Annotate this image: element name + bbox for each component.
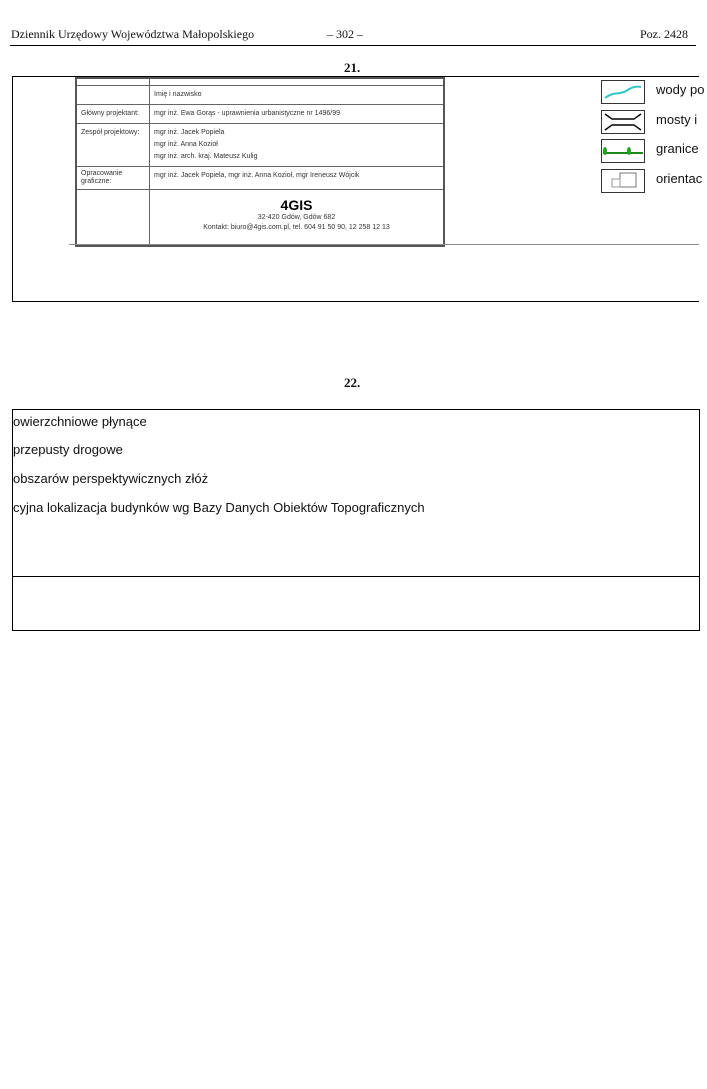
water-line-icon	[601, 80, 645, 104]
section-21-number: 21.	[344, 60, 361, 75]
legend-text-line: obszarów perspektywicznych złóż	[13, 471, 209, 486]
panel-divider	[13, 576, 699, 577]
table-row	[76, 105, 444, 124]
frame-rule	[69, 244, 699, 245]
table-header-cell: Imię i nazwisko	[150, 86, 445, 105]
journal-title: Dziennik Urzędowy Województwa Małopolskiego	[11, 27, 255, 41]
row-value: mgr inż. Jacek Popiela	[154, 129, 225, 136]
bridge-icon	[601, 110, 645, 134]
row-value: mgr inż. Ewa Gorąs - uprawnienia urbanistyczne nr 1496/99	[150, 105, 445, 124]
table-cell	[76, 86, 150, 105]
section-22-number: 22.	[344, 375, 361, 390]
position-number: Poz. 2428	[640, 27, 688, 41]
company-address: 32-420 Gdów, Gdów 682	[257, 214, 336, 221]
building-outline-icon	[601, 169, 645, 193]
map-panel-21	[12, 76, 705, 302]
row-value: mgr inż. arch. kraj. Mateusz Kulig	[154, 153, 258, 160]
legend-label: wody po	[656, 82, 705, 97]
row-value: mgr inż. Anna Kozioł	[154, 141, 218, 148]
row-label: Główny projektant:	[76, 105, 150, 124]
table-row	[76, 167, 444, 190]
row-label: Zespół projektowy:	[76, 124, 150, 167]
legend-text-line: cyjna lokalizacja budynków wg Bazy Danych Obiektów Topograficznych	[13, 500, 425, 515]
row-value: mgr inż. Jacek Popiela, mgr inż. Anna Kozioł, mgr Ireneusz Wójcik	[150, 167, 445, 190]
legend-label: granice	[656, 141, 699, 156]
legend-label: orientac	[656, 171, 703, 186]
project-team-table	[75, 77, 445, 247]
company-logo: 4GIS	[280, 197, 313, 213]
row-label: Opracowanie graficzne:	[76, 167, 150, 190]
boundary-icon	[601, 139, 645, 163]
header-rule	[10, 45, 696, 46]
table-row	[76, 190, 444, 246]
company-contact: Kontakt: biuro@4gis.com.pl, tel. 604 91 50 90, 12 258 12 13	[203, 224, 390, 231]
table-row	[76, 124, 444, 167]
legend-label: mosty i	[656, 112, 698, 127]
legend-text-line: owierzchniowe płynące	[13, 414, 147, 429]
page-number: – 302 –	[327, 27, 363, 41]
company-logo-cell	[150, 190, 445, 246]
map-panel-22	[12, 409, 700, 631]
legend-text-line: przepusty drogowe	[13, 442, 123, 457]
